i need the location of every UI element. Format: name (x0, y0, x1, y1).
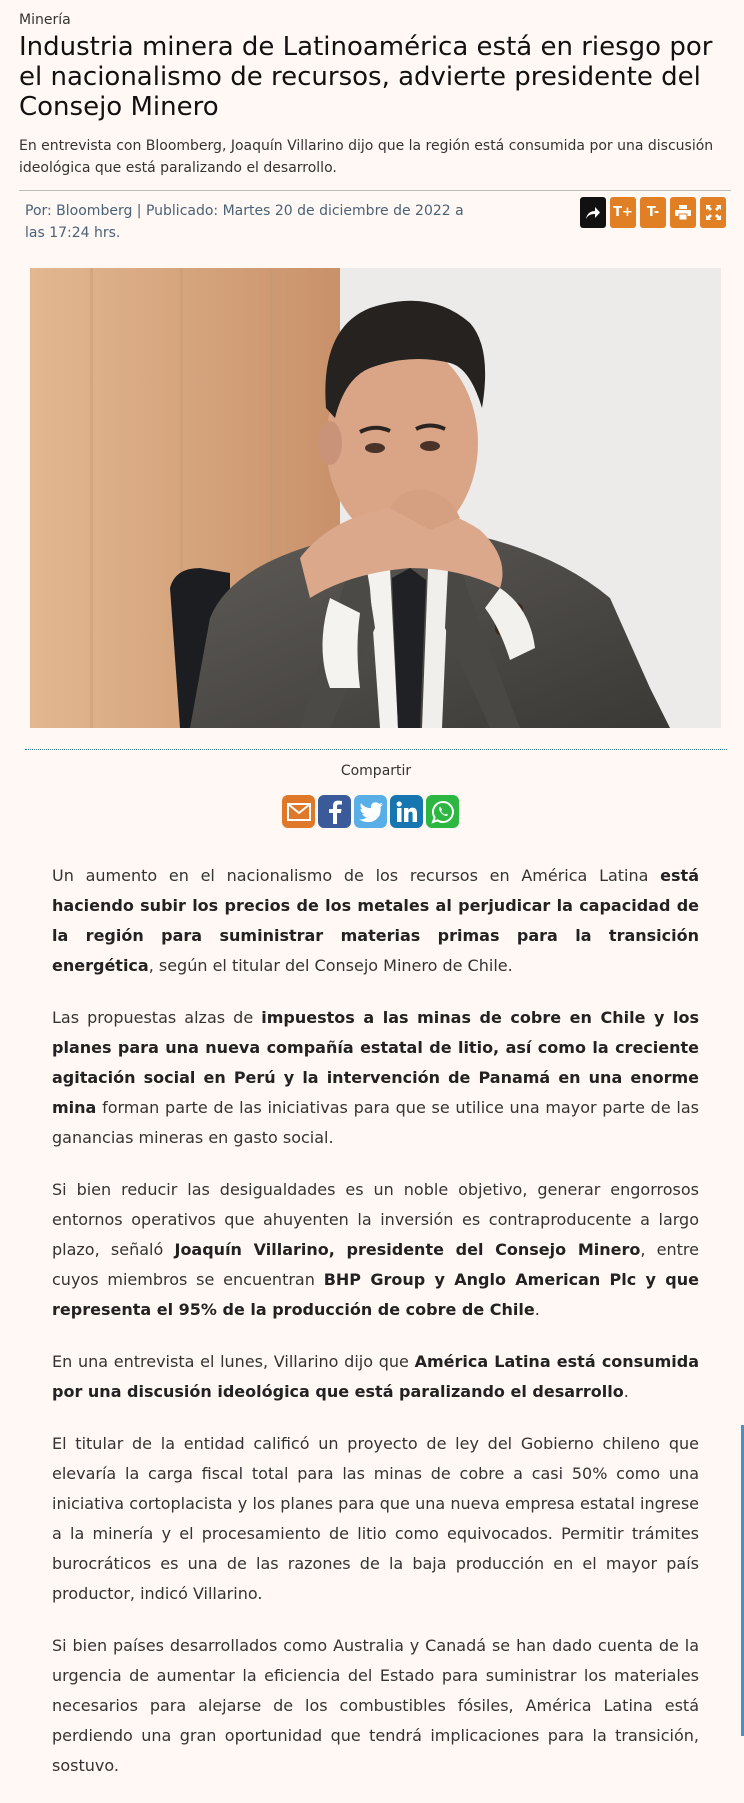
share-arrow-icon (585, 206, 601, 220)
bold-text: está haciendo subir los precios de los metales al perjudicar la capacidad de la región para suministrar materias primas para la transición energética (52, 866, 699, 975)
article-headline: Industria minera de Latinoamérica está en riesgo por el nacionalismo de recursos, advierte presidente del Consejo Minero (19, 32, 713, 122)
share-whatsapp-button[interactable] (426, 795, 459, 828)
article-photo (30, 268, 721, 728)
twitter-icon (359, 802, 383, 822)
text-run: Si bien reducir las desigualdades es un noble objetivo, generar engorrosos entornos operativos que ahuyenten la inversión es contraproducente a largo plazo, señaló (52, 1180, 699, 1259)
share-twitter-button[interactable] (354, 795, 387, 828)
article-paragraph (52, 1631, 699, 1781)
article-paragraph (52, 1175, 699, 1325)
divider-dotted (25, 749, 727, 750)
text-run: Si bien países desarrollados como Australia y Canadá se han dado cuenta de la urgencia de aumentar la eficiencia del Estado para suministrar los materiales necesarios para alejarse de los combustibles fósiles, América Latina está perdiendo una gran oportunidad que tendrá implicaciones para la transición, sostuvo. (52, 1636, 699, 1775)
text-run: , según el titular del Consejo Minero de Chile. (148, 956, 513, 975)
text-run: forman parte de las iniciativas para que se utilice una mayor parte de las ganancias mineras en gasto social. (52, 1098, 699, 1147)
text-run: . (623, 1382, 629, 1401)
text-run: El titular de la entidad calificó un proyecto de ley del Gobierno chileno que elevaría la carga fiscal total para las minas de cobre a casi 50% como una iniciativa cortoplacista y los planes para que una nueva empresa estatal ingrese a la minería y el procesamiento de litio como equivocados. Permitir trámites burocráticos es una de las razones de la baja producción en el mayor país productor, indicó Villarino. (52, 1434, 699, 1603)
linkedin-icon (396, 801, 418, 823)
share-label: Compartir (340, 763, 412, 779)
whatsapp-icon (431, 800, 455, 824)
text-run: . (534, 1300, 540, 1319)
article-lede: En entrevista con Bloomberg, Joaquín Villarino dijo que la región está consumida por una discusión ideológica que está paralizando el desarrollo. (19, 138, 714, 176)
article-body (52, 861, 699, 1803)
share-facebook-button[interactable] (318, 795, 351, 828)
printer-icon (675, 205, 691, 220)
share-button[interactable] (580, 197, 606, 228)
increase-font-button[interactable]: T+ (610, 197, 636, 228)
expand-icon (706, 205, 721, 220)
bold-text: BHP Group y Anglo American Plc y que representa el 95% de la producción de cobre de Chile (52, 1270, 699, 1319)
article-paragraph (52, 861, 699, 981)
divider (19, 190, 731, 191)
article-paragraph (52, 1003, 699, 1153)
text-run: , entre cuyos miembros se encuentran (52, 1240, 699, 1289)
article-byline: Por: Bloomberg | Publicado: Martes 20 de diciembre de 2022 a las 17:24 hrs. (25, 203, 464, 241)
share-email-button[interactable] (282, 795, 315, 828)
bold-text: Joaquín Villarino, presidente del Consejo Minero (174, 1240, 641, 1259)
email-icon (287, 803, 311, 821)
text-run: Las propuestas alzas de (52, 1008, 262, 1027)
decrease-font-button[interactable]: T- (640, 197, 666, 228)
fullscreen-button[interactable] (700, 197, 726, 228)
text-run: Un aumento en el nacionalismo de los recursos en América Latina (52, 866, 661, 885)
facebook-icon (328, 800, 342, 824)
article-paragraph (52, 1347, 699, 1407)
text-run: En una entrevista el lunes, Villarino dijo que (52, 1352, 415, 1371)
bold-text: América Latina está consumida por una discusión ideológica que está paralizando el desarrollo (52, 1352, 700, 1401)
share-linkedin-button[interactable] (390, 795, 423, 828)
article-toolbar (580, 197, 726, 228)
bold-text: impuestos a las minas de cobre en Chile y los planes para una nueva compañía estatal de litio, así como la creciente agitación social en Perú y la intervención de Panamá en una enorme mina (52, 1008, 699, 1117)
article-category[interactable]: Minería (19, 12, 71, 28)
article-paragraph (52, 1429, 699, 1609)
social-share-bar (282, 795, 459, 828)
print-button[interactable] (670, 197, 696, 228)
